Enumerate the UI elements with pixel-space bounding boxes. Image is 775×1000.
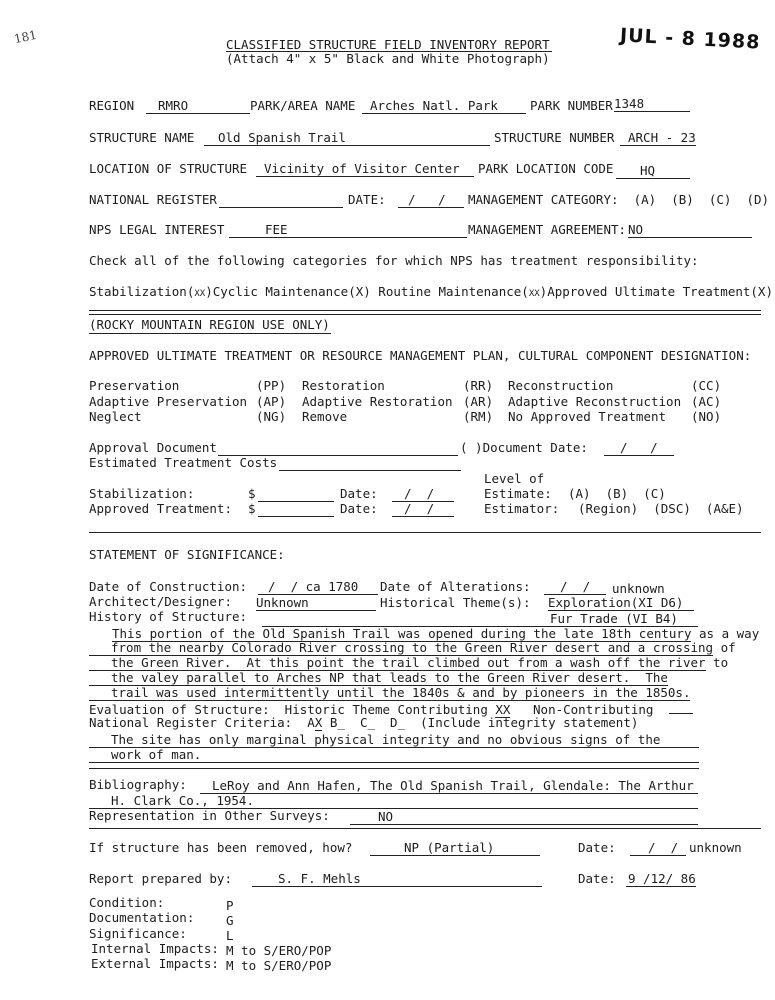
history-line-1: This portion of the Old Spanish Trail was opened during the late 18th century (112, 626, 692, 641)
construction-date-value: / / ca 1780 (268, 579, 359, 594)
routine-check[interactable]: XX (528, 289, 540, 299)
approval-document-field[interactable] (218, 441, 458, 456)
prepared-date-label: Date: (578, 871, 616, 886)
condition-value: P (226, 898, 234, 913)
structure-name-value: Old Spanish Trail (218, 130, 346, 145)
alterations-date-value: / / (560, 579, 591, 594)
code-cc: (CC) (691, 378, 722, 393)
theme-field-2[interactable] (262, 612, 698, 627)
history-label: History of Structure: (89, 609, 248, 624)
prepared-date-value: 9 /12/ 86 (628, 871, 696, 886)
nps-legal-label: NPS LEGAL INTEREST (89, 222, 225, 237)
history-line-3: the Green River. At this point the trail climbed out from a wash off the river (89, 655, 706, 671)
treatment-neglect: Neglect (89, 409, 142, 424)
region-value: RMRO (158, 98, 189, 113)
significance-heading: STATEMENT OF SIGNIFICANCE: (89, 547, 285, 562)
rmr-only-label: (ROCKY MOUNTAIN REGION USE ONLY) (89, 317, 330, 332)
representation-label: Representation in Other Surveys: (89, 808, 330, 823)
responsibility-row: Stabilization(XX)Cyclic Maintenance(X) Routine Maintenance(XX)Approved Ultimate Treatment(X) (89, 284, 773, 299)
treatment-adaptive-reconstruction: Adaptive Reconstruction (508, 394, 682, 409)
bibliography-line-2: H. Clark Co., 1954. (111, 793, 254, 808)
structure-name-field[interactable] (204, 131, 490, 146)
form-subtitle: (Attach 4" x 5" Black and White Photograph) (226, 51, 550, 66)
theme-field-1[interactable] (548, 596, 694, 611)
estimated-costs-label: Estimated Treatment Costs (89, 455, 278, 470)
park-field[interactable] (362, 99, 526, 114)
removed-date-note: unknown (689, 840, 742, 855)
stabilization-label: Stabilization( (89, 284, 195, 299)
location-value: Vicinity of Visitor Center (264, 161, 460, 176)
history-tail-2: of (713, 640, 736, 655)
approved-check[interactable]: X (757, 284, 766, 299)
stabilization-date-value: / / (404, 486, 435, 501)
nps-legal-field[interactable] (229, 223, 467, 238)
code-rr: (RR) (463, 378, 494, 393)
approved-label: )Approved Ultimate Treatment( (539, 284, 758, 299)
nps-legal-value: FEE (265, 222, 288, 237)
structure-number-label: STRUCTURE NUMBER (494, 130, 615, 145)
approved-date-value: / / (404, 501, 435, 516)
removed-label: If structure has been removed, how? (89, 840, 353, 855)
approval-document-label: Approval Document (89, 440, 217, 455)
document-date-field[interactable] (604, 441, 674, 456)
nr-date-field[interactable] (398, 193, 464, 208)
estimated-costs-field[interactable] (279, 456, 461, 471)
internal-impacts-label: Internal Impacts: (91, 941, 219, 956)
treatment-adaptive-preservation: Adaptive Preservation (89, 394, 248, 409)
management-category: MANAGEMENT CATEGORY: (A) (B) (C) (D) (468, 192, 770, 207)
approved-cost-field[interactable] (258, 502, 334, 517)
nr-criteria-a-check[interactable]: X (314, 715, 323, 730)
park-label: PARK/AREA NAME (250, 98, 356, 113)
treatment-remove: Remove (302, 409, 348, 424)
stabilization-check[interactable]: XX (194, 289, 206, 299)
nr-criteria-label: National Register Criteria: A (89, 715, 315, 730)
treatment-none-approved: No Approved Treatment (508, 409, 667, 424)
park-location-code-field[interactable] (616, 164, 690, 179)
stabilization-date-field[interactable] (392, 487, 454, 502)
stabilization-dollar: $ (248, 486, 256, 501)
approved-date-label: Date: (340, 501, 378, 516)
theme-2-value: Fur Trade (VI B4) (550, 611, 678, 626)
approved-treatment-cost-label: Approved Treatment: (89, 501, 232, 516)
code-pp: (PP) (256, 378, 287, 393)
treatment-reconstruction: Reconstruction (508, 378, 614, 393)
park-value: Arches Natl. Park (370, 98, 498, 113)
level-of-label: Level of (484, 471, 545, 486)
code-ar: (AR) (463, 394, 494, 409)
responsibility-prompt: Check all of the following categories for which NPS has treatment responsibility: (89, 253, 699, 268)
external-impacts-label: External Impacts: (91, 956, 219, 971)
nr-criteria-bcd: B_ C_ D_ (Include integrity statement) (322, 715, 639, 730)
noncontributing-check[interactable] (669, 701, 693, 714)
noncontributing-label: Non-Contributing (533, 702, 654, 717)
history-tail-1: as a way (691, 626, 760, 641)
construction-date-label: Date of Construction: (89, 579, 248, 594)
theme-label: Historical Theme(s): (380, 595, 531, 610)
document-date-value: / / (620, 440, 658, 455)
external-impacts-value: M to S/ERO/POP (226, 958, 332, 973)
representation-value: NO (378, 809, 394, 824)
removed-field[interactable] (370, 841, 540, 856)
park-number-value: 1348 (614, 96, 645, 111)
integrity-line-2: work of man. (89, 748, 699, 763)
form-title: CLASSIFIED STRUCTURE FIELD INVENTORY REPORT (226, 37, 550, 52)
history-tail-3: to (705, 655, 729, 670)
nr-date-value: / / (408, 192, 446, 207)
national-register-label: NATIONAL REGISTER (89, 192, 217, 207)
stabilization-cost-label: Stabilization: (89, 486, 195, 501)
management-agreement-value: NO (628, 222, 644, 237)
alterations-date-label: Date of Alterations: (380, 579, 531, 594)
approved-treatment-heading: APPROVED ULTIMATE TREATMENT OR RESOURCE MANAGEMENT PLAN, CULTURAL COMPONENT DESIGNATION: (89, 348, 752, 363)
treatment-preservation: Preservation (89, 378, 180, 393)
routine-label: ) Routine Maintenance( (363, 284, 529, 299)
management-agreement-field[interactable] (628, 223, 752, 238)
management-agreement-label: MANAGEMENT AGREEMENT: (468, 222, 627, 237)
documentation-value: G (226, 913, 234, 928)
estimate-label: Estimate: (484, 486, 552, 501)
structure-number-value: ARCH - 23 (628, 130, 696, 145)
treatment-restoration: Restoration (302, 378, 385, 393)
removed-date-value: / / (648, 840, 679, 855)
code-no: (NO) (691, 409, 722, 424)
bibliography-label: Bibliography: (89, 777, 187, 792)
park-location-code-label: PARK LOCATION CODE (478, 161, 614, 176)
bibliography-line-1: LeRoy and Ann Hafen, The Old Spanish Trail, Glendale: The Arthur (212, 778, 694, 793)
approved-dollar: $ (248, 501, 256, 516)
stabilization-date-label: Date: (340, 486, 378, 501)
documentation-label: Documentation: (89, 910, 195, 925)
corner-mark: 181 (12, 27, 39, 47)
history-line-5: trail was used intermittently until the 1840s & and by pioneers in the 1850s. (89, 685, 690, 701)
nr-criteria-row (89, 716, 638, 730)
contributing-check[interactable]: XX (495, 702, 511, 717)
prepared-by-value: S. F. Mehls (278, 871, 361, 886)
park-number-field[interactable] (614, 97, 690, 112)
prepared-by-label: Report prepared by: (89, 871, 232, 886)
removed-value: NP (Partial) (404, 840, 495, 855)
bibliography-field[interactable] (200, 779, 698, 794)
bibliography-field-2[interactable] (89, 794, 698, 809)
architect-value: Unknown (256, 595, 309, 610)
significance-rating-value: L (226, 928, 234, 943)
park-location-code-value: HQ (640, 163, 656, 178)
estimator-options[interactable]: (Region) (DSC) (A&E) (578, 501, 744, 516)
estimator-label: Estimator: (484, 501, 560, 516)
removed-date-label: Date: (578, 840, 616, 855)
region-field[interactable] (146, 99, 250, 114)
prepared-date-field[interactable] (626, 872, 696, 887)
removed-date-field[interactable] (630, 841, 686, 856)
structure-number-field[interactable] (620, 131, 696, 146)
location-field[interactable] (256, 162, 474, 177)
region-label: REGION (89, 98, 135, 113)
code-ac: (AC) (691, 394, 722, 409)
internal-impacts-value: M to S/ERO/POP (226, 943, 332, 958)
architect-label: Architect/Designer: (89, 594, 232, 609)
document-date-label[interactable]: ( )Document Date: (460, 440, 588, 455)
received-date-stamp: JUL - 8 1988 (619, 24, 761, 54)
cyclic-check[interactable]: X (355, 284, 364, 299)
prepared-by-field[interactable] (252, 872, 542, 887)
architect-field[interactable] (256, 596, 376, 611)
code-rm: (RM) (463, 409, 494, 424)
alterations-note: unknown (612, 581, 665, 596)
alterations-date-field[interactable] (544, 580, 606, 595)
representation-field[interactable] (350, 810, 698, 825)
condition-label: Condition: (89, 895, 165, 910)
park-number-label: PARK NUMBER (530, 98, 613, 113)
estimate-options[interactable]: (A) (B) (C) (568, 486, 666, 501)
code-ng: (NG) (256, 409, 287, 424)
integrity-line-1: The site has only marginal physical integrity and no obvious signs of the (89, 733, 699, 748)
nr-date-label: DATE: (348, 192, 386, 207)
significance-rating-label: Significance: (89, 926, 187, 941)
code-ap: (AP) (256, 394, 287, 409)
construction-date-field[interactable] (258, 580, 378, 595)
stabilization-cost-field[interactable] (258, 487, 334, 502)
cyclic-label: )Cyclic Maintenance( (205, 284, 356, 299)
location-label: LOCATION OF STRUCTURE (89, 161, 248, 176)
theme-1-value: Exploration(XI D6) (548, 595, 684, 610)
treatment-adaptive-restoration: Adaptive Restoration (302, 394, 453, 409)
approved-date-field[interactable] (392, 502, 454, 517)
structure-name-label: STRUCTURE NAME (89, 130, 195, 145)
history-line-4: the valey parallel to Arches NP that leads to the Green River desert. The (89, 670, 668, 686)
evaluation-label: Evaluation of Structure: Historic Theme Contributing (89, 702, 488, 717)
national-register-field[interactable] (219, 193, 343, 208)
history-line-2: from the nearby Colorado River crossing to the Green River desert and a crossing (89, 640, 713, 656)
